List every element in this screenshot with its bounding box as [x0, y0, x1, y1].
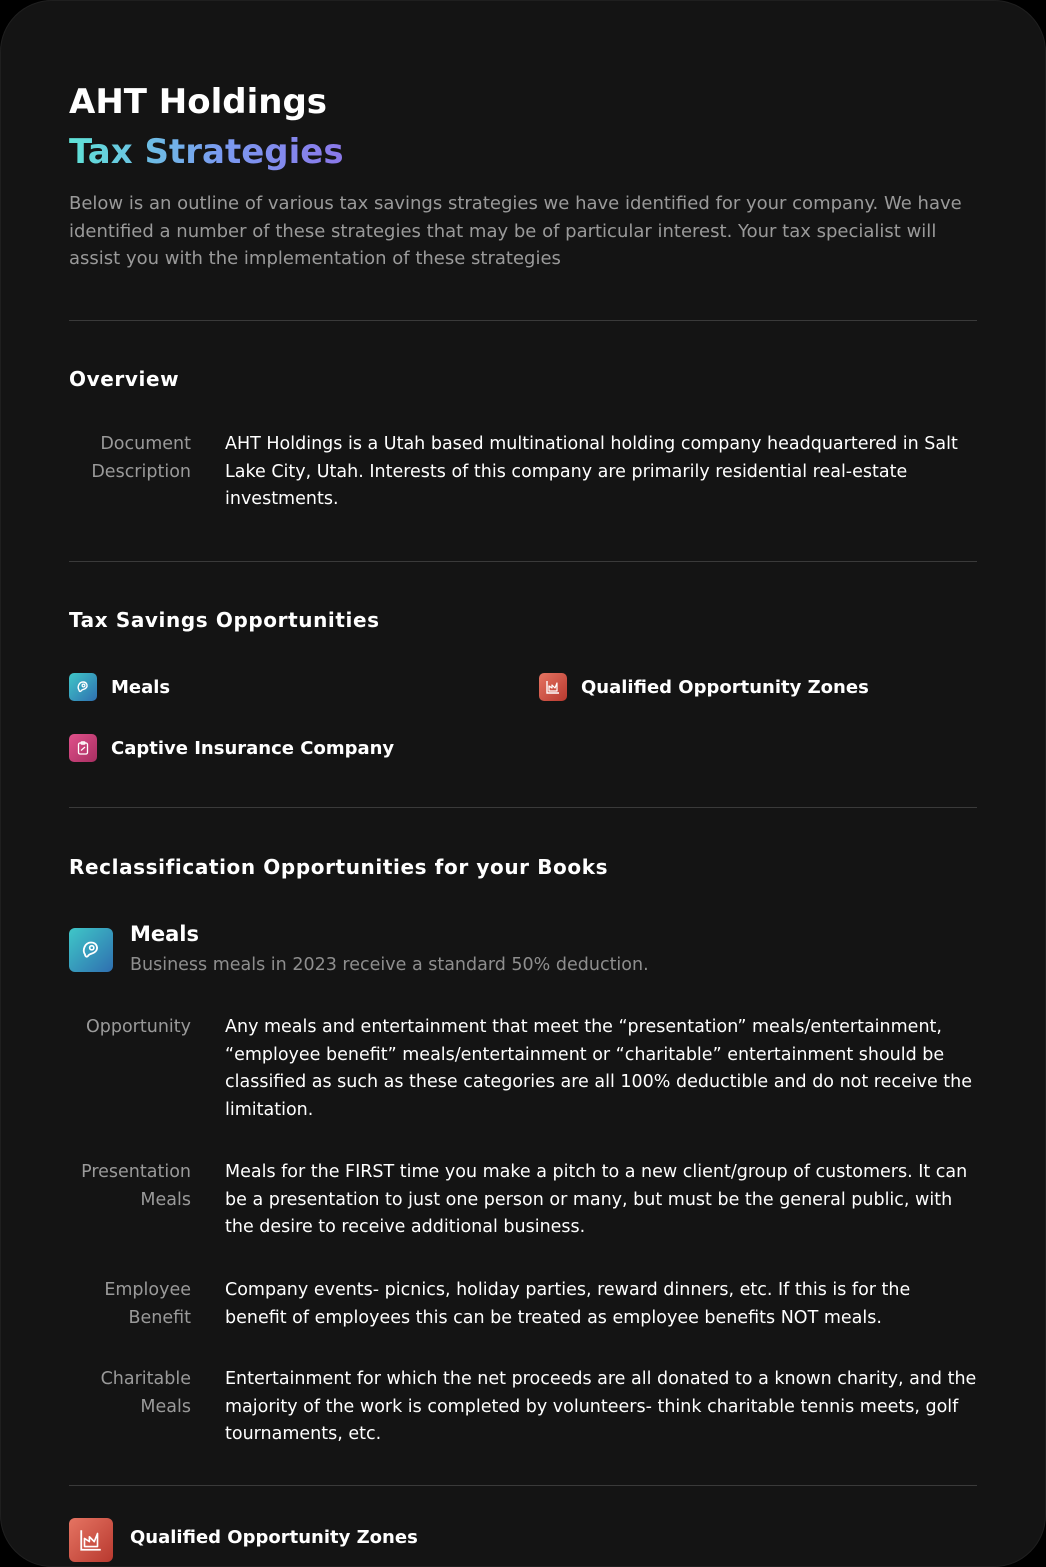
opportunity-link-captive[interactable]: [69, 734, 394, 762]
opportunity-label: Meals: [111, 676, 171, 698]
meals-subtitle: Business meals in 2023 receive a standard 50% deduction.: [130, 955, 649, 975]
meals-title: Meals: [130, 922, 200, 946]
opportunity-link-qoz[interactable]: [539, 673, 869, 701]
row-value: Meals for the FIRST time you make a pitch to a new client/group of customers. It can be a presentation to just one person or many, but must be the general public, with the desire to receive additional business.: [225, 1162, 968, 1237]
overview-heading: Overview: [69, 367, 180, 391]
factory-chart-icon: [539, 673, 567, 701]
row-label: Employee Benefit: [104, 1280, 191, 1328]
row-label: Charitable Meals: [100, 1369, 191, 1417]
qoz-title: Qualified Opportunity Zones: [130, 1527, 418, 1548]
intro-text: Below is an outline of various tax savings strategies we have identified for your company. We have identified a number of these strategies that may be of particular interest. Your tax specialist will assist you with the implementation of these strategies: [69, 193, 962, 269]
meat-icon: [69, 673, 97, 701]
clipboard-icon: [69, 734, 97, 762]
row-value: Entertainment for which the net proceeds are all donated to a known charity, and the majority of the work is completed by volunteers- think charitable tennis meets, golf tournaments, etc.: [225, 1369, 977, 1444]
meat-icon: [69, 928, 113, 972]
row-label: Presentation Meals: [81, 1162, 191, 1210]
opportunity-label: Qualified Opportunity Zones: [581, 676, 869, 698]
divider: [69, 1485, 977, 1486]
divider: [69, 807, 977, 808]
row-value: AHT Holdings is a Utah based multinational holding company headquartered in Salt Lake City, Utah. Interests of this company are primarily residential real-estate investments.: [225, 434, 958, 509]
opportunities-heading: Tax Savings Opportunities: [69, 608, 380, 632]
page-title: Tax Strategies: [69, 132, 344, 172]
divider: [69, 561, 977, 562]
reclass-heading: Reclassification Opportunities for your Books: [69, 855, 609, 879]
divider: [69, 320, 977, 321]
row-label: Document Description: [91, 434, 191, 482]
opportunity-link-meals[interactable]: [69, 673, 170, 701]
factory-chart-icon: [69, 1518, 113, 1562]
company-name: AHT Holdings: [69, 82, 328, 122]
opportunity-label: Captive Insurance Company: [111, 737, 395, 759]
row-value: Any meals and entertainment that meet the “presentation” meals/entertainment, “employee benefit” meals/entertainment or “charitable” entertainment should be classified as such as these categories are all 100% deductible and do not receive the limitation.: [225, 1017, 973, 1120]
row-value: Company events- picnics, holiday parties, reward dinners, etc. If this is for the benefit of employees this can be treated as employee benefits NOT meals.: [225, 1280, 911, 1328]
row-label: Opportunity: [85, 1017, 191, 1037]
